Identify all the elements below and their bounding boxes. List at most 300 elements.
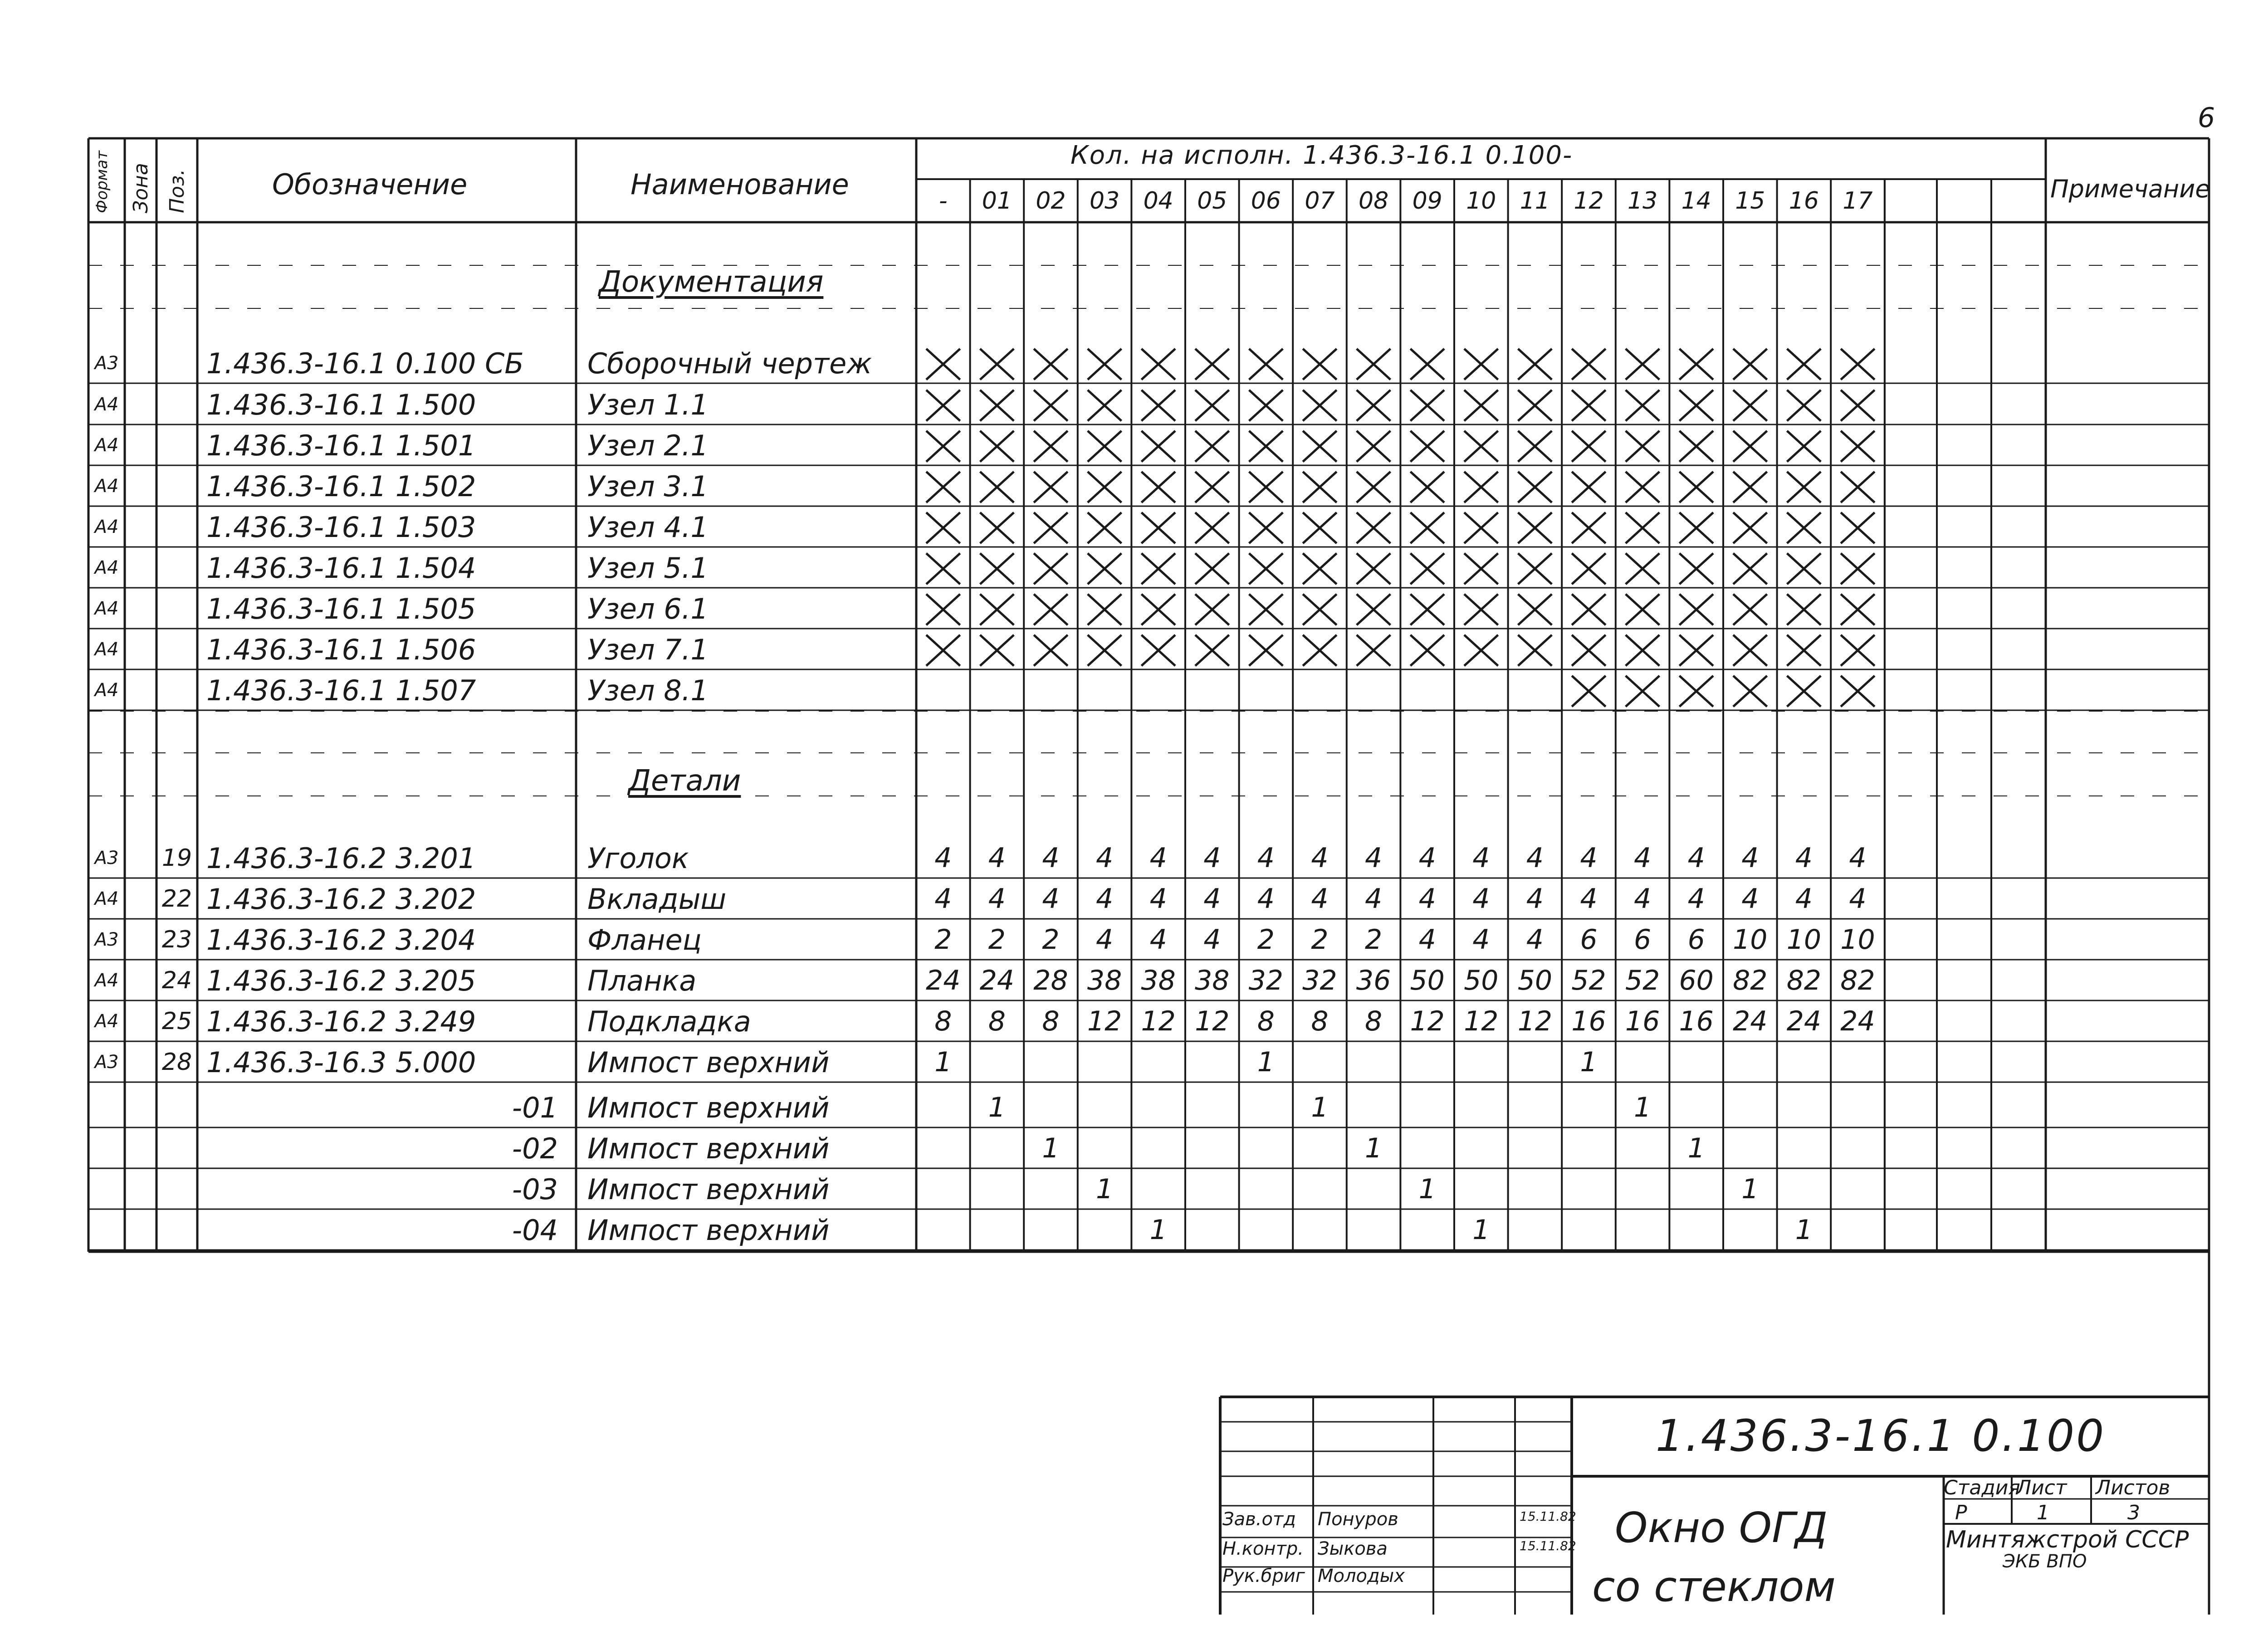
signature-name: Зыкова	[1318, 1538, 1388, 1559]
qty-cell: 4	[1795, 842, 1813, 874]
included-cross-mark	[1518, 349, 1552, 380]
row-name: Узел 4.1	[587, 510, 709, 544]
included-cross-mark	[926, 635, 960, 666]
included-cross-mark	[980, 594, 1014, 625]
row-format: A3	[94, 353, 119, 374]
qty-cell: 52	[1625, 965, 1660, 996]
included-cross-mark	[1626, 512, 1660, 543]
qty-cell: 4	[1526, 842, 1544, 874]
sheets-label: Листов	[2096, 1476, 2170, 1499]
qty-cell: 2	[1365, 924, 1383, 956]
qty-cell: 2	[1257, 924, 1275, 956]
stage-label: Стадия	[1944, 1476, 2020, 1499]
row-pos	[156, 548, 197, 588]
row-designation: 1.436.3-16.1 1.505	[206, 592, 476, 625]
qty-cell: 1	[1580, 1046, 1598, 1078]
qty-cell: 50	[1517, 965, 1553, 996]
row-name: Импост верхний	[587, 1132, 830, 1165]
included-cross-mark	[1626, 390, 1660, 421]
row-name: Подкладка	[587, 1005, 751, 1038]
variant-header: 04	[1143, 187, 1173, 215]
row-designation: 1.436.3-16.3 5.000	[206, 1045, 476, 1079]
included-cross-mark	[1303, 431, 1337, 462]
included-cross-mark	[1626, 349, 1660, 380]
included-cross-mark	[1626, 553, 1660, 584]
qty-title: Кол. на исполн. 1.436.3-16.1 0.100-	[1070, 141, 1573, 170]
included-cross-mark	[1249, 635, 1283, 666]
included-cross-mark	[926, 553, 960, 584]
qty-cell: 16	[1625, 1005, 1660, 1037]
qty-cell: 4	[1849, 842, 1867, 874]
included-cross-mark	[1464, 512, 1498, 543]
signature-name: Молодых	[1318, 1566, 1405, 1586]
row-pos	[156, 425, 197, 465]
included-cross-mark	[1841, 512, 1875, 543]
included-cross-mark	[1303, 635, 1337, 666]
included-cross-mark	[1572, 594, 1606, 625]
qty-cell: 8	[1257, 1005, 1275, 1037]
included-cross-mark	[980, 390, 1014, 421]
note-header: Примечание	[2050, 175, 2210, 203]
included-cross-mark	[1195, 594, 1229, 625]
qty-cell: 16	[1571, 1005, 1606, 1037]
sheet-label: Лист	[2016, 1476, 2067, 1499]
qty-cell: 38	[1195, 965, 1230, 996]
qty-cell: 82	[1733, 965, 1768, 996]
included-cross-mark	[1410, 390, 1444, 421]
pos-header: Поз.	[166, 169, 189, 213]
qty-cell: 1	[1042, 1132, 1060, 1164]
included-cross-mark	[1464, 553, 1498, 584]
qty-cell: 4	[1149, 883, 1167, 915]
qty-cell: 4	[1687, 883, 1705, 915]
qty-cell: 82	[1840, 965, 1875, 996]
qty-cell: 24	[1840, 1005, 1875, 1037]
row-name: Импост верхний	[587, 1091, 830, 1124]
qty-cell: 24	[1786, 1005, 1822, 1037]
qty-cell: 12	[1195, 1005, 1230, 1037]
section-documentation: Документация	[599, 265, 824, 299]
included-cross-mark	[1357, 390, 1391, 421]
included-cross-mark	[1088, 390, 1122, 421]
qty-cell: 32	[1248, 965, 1284, 996]
included-cross-mark	[1841, 676, 1875, 707]
included-cross-mark	[1141, 472, 1175, 503]
row-designation: -04	[512, 1213, 558, 1247]
row-pos: 19	[161, 844, 192, 872]
qty-cell: 6	[1580, 924, 1598, 956]
qty-cell: 4	[1257, 883, 1275, 915]
included-cross-mark	[1357, 594, 1391, 625]
included-cross-mark	[1141, 635, 1175, 666]
included-cross-mark	[926, 472, 960, 503]
included-cross-mark	[1518, 390, 1552, 421]
included-cross-mark	[1034, 553, 1068, 584]
included-cross-mark	[1841, 431, 1875, 462]
qty-cell: 4	[1203, 842, 1221, 874]
variant-header: 17	[1843, 187, 1873, 215]
qty-cell: 1	[1096, 1173, 1114, 1205]
included-cross-mark	[1572, 635, 1606, 666]
variant-header: 07	[1305, 187, 1335, 215]
included-cross-mark	[1518, 472, 1552, 503]
included-cross-mark	[1034, 349, 1068, 380]
included-cross-mark	[1841, 390, 1875, 421]
qty-cell: 12	[1517, 1005, 1553, 1037]
qty-cell: 28	[1033, 965, 1068, 996]
row-pos	[156, 343, 197, 383]
included-cross-mark	[926, 390, 960, 421]
qty-cell: 1	[1257, 1046, 1275, 1078]
qty-cell: 4	[1418, 883, 1436, 915]
qty-cell: 8	[988, 1005, 1006, 1037]
variant-header: 14	[1681, 187, 1711, 215]
row-pos: 24	[161, 967, 192, 994]
included-cross-mark	[1464, 431, 1498, 462]
included-cross-mark	[1787, 512, 1821, 543]
signature-date: 15.11.82	[1520, 1509, 1576, 1524]
row-pos	[156, 507, 197, 547]
signature-role: Н.контр.	[1222, 1538, 1304, 1559]
qty-cell: 4	[1365, 842, 1383, 874]
included-cross-mark	[1518, 553, 1552, 584]
qty-cell: 4	[934, 883, 952, 915]
row-name: Вкладыш	[587, 882, 727, 916]
qty-cell: 4	[1418, 842, 1436, 874]
qty-cell: 4	[1257, 842, 1275, 874]
included-cross-mark	[1141, 349, 1175, 380]
included-cross-mark	[926, 349, 960, 380]
row-designation: 1.436.3-16.1 1.503	[206, 510, 476, 544]
row-pos	[156, 1210, 197, 1250]
included-cross-mark	[1410, 553, 1444, 584]
included-cross-mark	[1088, 431, 1122, 462]
row-format: A3	[94, 929, 119, 950]
variant-header: -	[938, 187, 948, 215]
included-cross-mark	[1141, 390, 1175, 421]
included-cross-mark	[1303, 349, 1337, 380]
included-cross-mark	[1357, 431, 1391, 462]
qty-cell: 8	[1311, 1005, 1329, 1037]
row-format: A4	[94, 970, 119, 991]
included-cross-mark	[1572, 512, 1606, 543]
row-designation: 1.436.3-16.1 1.507	[206, 673, 476, 707]
qty-cell: 1	[1149, 1214, 1167, 1246]
included-cross-mark	[1195, 390, 1229, 421]
included-cross-mark	[1733, 512, 1767, 543]
included-cross-mark	[1787, 472, 1821, 503]
row-pos	[156, 670, 197, 710]
included-cross-mark	[1249, 431, 1283, 462]
included-cross-mark	[1303, 472, 1337, 503]
included-cross-mark	[1626, 594, 1660, 625]
qty-cell: 4	[1472, 924, 1490, 956]
row-format: A4	[94, 394, 119, 415]
row-format: A4	[94, 1011, 119, 1032]
qty-cell: 10	[1733, 924, 1768, 956]
qty-cell: 4	[1687, 842, 1705, 874]
qty-cell: 4	[1203, 924, 1221, 956]
included-cross-mark	[1572, 431, 1606, 462]
included-cross-mark	[1357, 512, 1391, 543]
included-cross-mark	[1141, 553, 1175, 584]
included-cross-mark	[1249, 390, 1283, 421]
row-format: A4	[94, 557, 119, 578]
row-name: Узел 5.1	[587, 551, 709, 585]
qty-cell: 12	[1410, 1005, 1445, 1037]
row-format	[88, 1088, 125, 1127]
qty-cell: 6	[1634, 924, 1652, 956]
qty-cell: 10	[1840, 924, 1875, 956]
row-designation: 1.436.3-16.1 1.500	[206, 388, 476, 421]
included-cross-mark	[1841, 553, 1875, 584]
included-cross-mark	[980, 349, 1014, 380]
included-cross-mark	[1626, 431, 1660, 462]
included-cross-mark	[1733, 390, 1767, 421]
qty-cell: 82	[1786, 965, 1822, 996]
row-designation: -02	[512, 1132, 558, 1165]
included-cross-mark	[1303, 553, 1337, 584]
included-cross-mark	[1518, 431, 1552, 462]
included-cross-mark	[1357, 553, 1391, 584]
included-cross-mark	[1141, 594, 1175, 625]
qty-cell: 4	[1472, 883, 1490, 915]
included-cross-mark	[1195, 349, 1229, 380]
qty-cell: 38	[1141, 965, 1176, 996]
row-designation: 1.436.3-16.1 1.502	[206, 469, 476, 503]
qty-cell: 1	[1311, 1092, 1329, 1123]
qty-cell: 10	[1786, 924, 1822, 956]
variant-header: 02	[1036, 187, 1066, 215]
included-cross-mark	[1787, 553, 1821, 584]
signature-role: Рук.бриг	[1222, 1566, 1305, 1586]
row-designation: 1.436.3-16.2 3.201	[206, 841, 476, 875]
qty-cell: 1	[1365, 1132, 1383, 1164]
included-cross-mark	[1626, 472, 1660, 503]
included-cross-mark	[1572, 676, 1606, 707]
row-pos: 23	[161, 926, 192, 953]
included-cross-mark	[1572, 472, 1606, 503]
row-format	[88, 1210, 125, 1250]
row-name: Узел 1.1	[587, 388, 709, 421]
included-cross-mark	[1034, 635, 1068, 666]
row-designation: -03	[512, 1172, 558, 1206]
variant-header: 01	[982, 187, 1012, 215]
row-pos	[156, 1169, 197, 1209]
included-cross-mark	[1464, 594, 1498, 625]
qty-cell: 4	[1096, 842, 1114, 874]
included-cross-mark	[1679, 472, 1713, 503]
included-cross-mark	[1249, 553, 1283, 584]
title-line-1: Окно ОГД	[1615, 1503, 1828, 1552]
included-cross-mark	[1841, 472, 1875, 503]
included-cross-mark	[1249, 512, 1283, 543]
qty-cell: 4	[1203, 883, 1221, 915]
included-cross-mark	[1626, 676, 1660, 707]
variant-header: 05	[1197, 187, 1227, 215]
included-cross-mark	[1357, 472, 1391, 503]
included-cross-mark	[1518, 594, 1552, 625]
row-format: A3	[94, 1052, 119, 1073]
sheet-value: 1	[2037, 1501, 2049, 1524]
included-cross-mark	[926, 431, 960, 462]
row-name: Планка	[587, 964, 697, 997]
qty-cell: 4	[1526, 883, 1544, 915]
included-cross-mark	[1841, 635, 1875, 666]
included-cross-mark	[1357, 635, 1391, 666]
qty-cell: 4	[1365, 883, 1383, 915]
included-cross-mark	[1034, 594, 1068, 625]
format-header: Формат	[93, 151, 111, 213]
designation-header: Обозначение	[272, 168, 468, 201]
org-line-1: Минтяжстрой СССР	[1946, 1526, 2189, 1553]
qty-cell: 1	[1418, 1173, 1436, 1205]
row-pos: 22	[161, 885, 192, 913]
qty-cell: 8	[934, 1005, 952, 1037]
included-cross-mark	[1303, 512, 1337, 543]
title-line-2: со стеклом	[1592, 1562, 1836, 1611]
row-pos: 25	[161, 1008, 192, 1035]
page-number: 6	[2198, 102, 2215, 134]
included-cross-mark	[1410, 431, 1444, 462]
variant-header: 16	[1789, 187, 1819, 215]
row-name: Импост верхний	[587, 1213, 830, 1247]
row-format: A4	[94, 517, 119, 537]
included-cross-mark	[926, 512, 960, 543]
variant-header: 08	[1359, 187, 1389, 215]
included-cross-mark	[1088, 553, 1122, 584]
included-cross-mark	[1141, 512, 1175, 543]
qty-cell: 2	[934, 924, 952, 956]
variant-header: 13	[1628, 187, 1658, 215]
included-cross-mark	[1195, 635, 1229, 666]
included-cross-mark	[1410, 512, 1444, 543]
included-cross-mark	[1464, 390, 1498, 421]
included-cross-mark	[1410, 472, 1444, 503]
included-cross-mark	[980, 472, 1014, 503]
qty-cell: 4	[988, 842, 1006, 874]
qty-cell: 4	[1149, 842, 1167, 874]
qty-cell: 4	[1311, 883, 1329, 915]
qty-cell: 2	[988, 924, 1006, 956]
included-cross-mark	[1141, 431, 1175, 462]
row-designation: 1.436.3-16.1 1.504	[206, 551, 476, 585]
included-cross-mark	[1572, 390, 1606, 421]
doc-code: 1.436.3-16.1 0.100	[1656, 1410, 2106, 1461]
section-details: Детали	[628, 764, 741, 798]
row-name: Уголок	[587, 841, 689, 875]
included-cross-mark	[1518, 635, 1552, 666]
included-cross-mark	[1088, 512, 1122, 543]
qty-cell: 4	[1472, 842, 1490, 874]
variant-header: 10	[1466, 187, 1496, 215]
row-format: A4	[94, 435, 119, 456]
row-name: Импост верхний	[587, 1172, 830, 1206]
included-cross-mark	[980, 512, 1014, 543]
included-cross-mark	[1787, 390, 1821, 421]
row-name: Узел 6.1	[587, 592, 709, 625]
included-cross-mark	[1034, 472, 1068, 503]
qty-cell: 1	[1741, 1173, 1759, 1205]
included-cross-mark	[1626, 635, 1660, 666]
sheets-value: 3	[2127, 1501, 2140, 1524]
included-cross-mark	[1195, 472, 1229, 503]
variant-header: 15	[1735, 187, 1765, 215]
row-designation: 1.436.3-16.1 1.501	[206, 429, 476, 462]
included-cross-mark	[1249, 349, 1283, 380]
qty-cell: 4	[1634, 883, 1652, 915]
row-name: Узел 2.1	[587, 429, 709, 462]
qty-cell: 1	[988, 1092, 1006, 1123]
qty-cell: 4	[1418, 924, 1436, 956]
included-cross-mark	[1733, 472, 1767, 503]
included-cross-mark	[980, 553, 1014, 584]
qty-cell: 12	[1464, 1005, 1499, 1037]
included-cross-mark	[1195, 553, 1229, 584]
qty-cell: 4	[1580, 842, 1598, 874]
included-cross-mark	[1841, 594, 1875, 625]
stage-value: Р	[1955, 1501, 1967, 1524]
row-format: A4	[94, 476, 119, 497]
included-cross-mark	[1464, 349, 1498, 380]
included-cross-mark	[1303, 594, 1337, 625]
included-cross-mark	[1572, 553, 1606, 584]
signature-name: Понуров	[1318, 1509, 1398, 1530]
qty-cell: 4	[1795, 883, 1813, 915]
qty-cell: 4	[1741, 842, 1759, 874]
included-cross-mark	[1464, 472, 1498, 503]
qty-cell: 4	[1149, 924, 1167, 956]
row-name: Узел 8.1	[587, 673, 709, 707]
included-cross-mark	[1088, 349, 1122, 380]
included-cross-mark	[1357, 349, 1391, 380]
signature-date: 15.11.82	[1520, 1538, 1576, 1553]
included-cross-mark	[1679, 635, 1713, 666]
row-name: Импост верхний	[587, 1045, 830, 1079]
included-cross-mark	[1249, 594, 1283, 625]
included-cross-mark	[1034, 431, 1068, 462]
qty-cell: 8	[1042, 1005, 1060, 1037]
row-designation: -01	[512, 1091, 558, 1124]
qty-cell: 24	[926, 965, 961, 996]
qty-cell: 4	[1311, 842, 1329, 874]
included-cross-mark	[1733, 349, 1767, 380]
qty-cell: 12	[1141, 1005, 1176, 1037]
included-cross-mark	[1733, 635, 1767, 666]
qty-cell: 4	[988, 883, 1006, 915]
included-cross-mark	[1303, 390, 1337, 421]
qty-cell: 2	[1311, 924, 1329, 956]
qty-cell: 1	[1687, 1132, 1705, 1164]
included-cross-mark	[1679, 553, 1713, 584]
included-cross-mark	[1088, 635, 1122, 666]
qty-cell: 1	[1634, 1092, 1652, 1123]
included-cross-mark	[1787, 635, 1821, 666]
row-format: A4	[94, 639, 119, 660]
included-cross-mark	[980, 431, 1014, 462]
variant-header: 09	[1412, 187, 1442, 215]
included-cross-mark	[1088, 472, 1122, 503]
variant-header: 11	[1520, 187, 1550, 215]
name-header: Наименование	[631, 168, 849, 201]
row-format: A4	[94, 888, 119, 909]
qty-cell: 50	[1410, 965, 1445, 996]
included-cross-mark	[1572, 349, 1606, 380]
included-cross-mark	[1679, 594, 1713, 625]
row-format: A4	[94, 598, 119, 619]
qty-cell: 24	[1733, 1005, 1768, 1037]
qty-cell: 50	[1464, 965, 1499, 996]
